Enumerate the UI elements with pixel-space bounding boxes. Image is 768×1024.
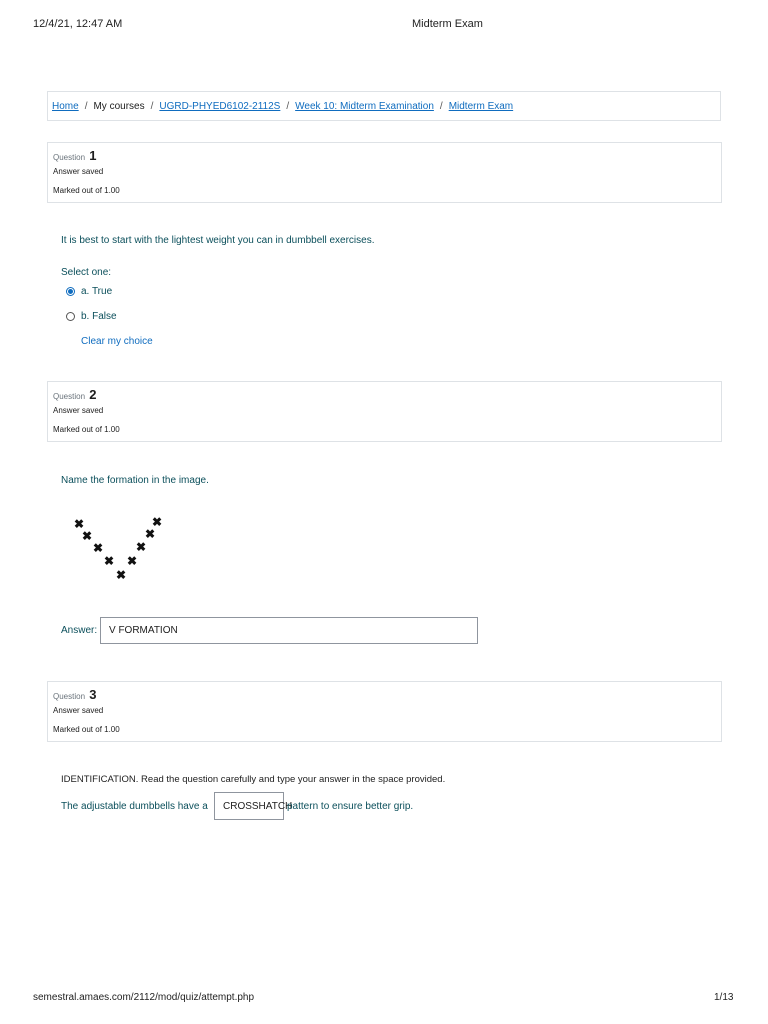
breadcrumb-separator: / <box>150 100 154 112</box>
breadcrumb-home-link[interactable]: Home <box>52 100 79 112</box>
question-2-marks: Marked out of 1.00 <box>53 425 120 434</box>
question-3-text-before: The adjustable dumbbells have a <box>61 801 208 812</box>
formation-x-icon: ✖ <box>127 554 138 568</box>
question-label: Question <box>53 153 86 162</box>
question-2-info <box>47 381 722 442</box>
question-1-marks: Marked out of 1.00 <box>53 186 120 195</box>
formation-x-icon: ✖ <box>116 568 127 582</box>
breadcrumb-exam-link[interactable]: Midterm Exam <box>448 100 514 112</box>
question-2-title <box>53 387 721 404</box>
question-3-status: Answer saved <box>53 706 104 715</box>
breadcrumb-week-link[interactable]: Week 10: Midterm Examination <box>295 100 434 112</box>
breadcrumb-separator: / <box>286 100 290 112</box>
question-label: Question <box>53 692 86 701</box>
question-1-info <box>47 142 722 203</box>
breadcrumb-my-courses: My courses <box>93 100 145 112</box>
option-true-label: a. True <box>81 286 113 297</box>
formation-x-icon: ✖ <box>93 541 104 555</box>
option-false-label: b. False <box>81 311 117 322</box>
breadcrumb-separator: / <box>439 100 443 112</box>
formation-x-icon: ✖ <box>136 540 147 554</box>
question-1-status: Answer saved <box>53 167 104 176</box>
question-label: Question <box>53 392 86 401</box>
breadcrumb <box>47 91 721 121</box>
breadcrumb-separator: / <box>84 100 88 112</box>
question-number: 1 <box>89 148 97 163</box>
option-false[interactable] <box>66 311 117 322</box>
v-formation-image <box>70 512 170 587</box>
question-number: 2 <box>89 387 97 402</box>
print-page-title: Midterm Exam <box>412 18 483 30</box>
radio-button[interactable] <box>66 312 75 321</box>
inline-answer-input[interactable]: CROSSHATCH <box>214 792 284 820</box>
question-3-instruction: IDENTIFICATION. Read the question carefully and type your answer in the space provided. <box>61 774 446 785</box>
answer-input[interactable]: V FORMATION <box>100 617 478 644</box>
question-3-text-after: pattern to ensure better grip. <box>287 801 414 812</box>
clear-my-choice-link[interactable]: Clear my choice <box>81 336 153 347</box>
question-3-marks: Marked out of 1.00 <box>53 725 120 734</box>
formation-x-icon: ✖ <box>82 529 93 543</box>
question-3-info <box>47 681 722 742</box>
formation-x-icon: ✖ <box>152 515 163 529</box>
print-page-number: 1/13 <box>714 992 734 1003</box>
answer-label: Answer: <box>61 625 98 636</box>
formation-x-icon: ✖ <box>74 517 85 531</box>
radio-button-selected[interactable] <box>66 287 75 296</box>
print-datetime: 12/4/21, 12:47 AM <box>33 18 123 30</box>
question-3-title <box>53 687 721 704</box>
question-2-text: Name the formation in the image. <box>61 475 209 486</box>
formation-x-icon: ✖ <box>104 554 115 568</box>
print-url: semestral.amaes.com/2112/mod/quiz/attempt.php <box>33 992 255 1003</box>
select-one-label: Select one: <box>61 267 112 278</box>
question-number: 3 <box>89 687 97 702</box>
question-2-status: Answer saved <box>53 406 104 415</box>
question-1-text: It is best to start with the lightest weight you can in dumbbell exercises. <box>61 235 375 246</box>
breadcrumb-course-link[interactable]: UGRD-PHYED6102-2112S <box>159 100 281 112</box>
question-1-title <box>53 148 721 165</box>
option-true[interactable] <box>66 286 112 297</box>
formation-x-icon: ✖ <box>145 527 156 541</box>
